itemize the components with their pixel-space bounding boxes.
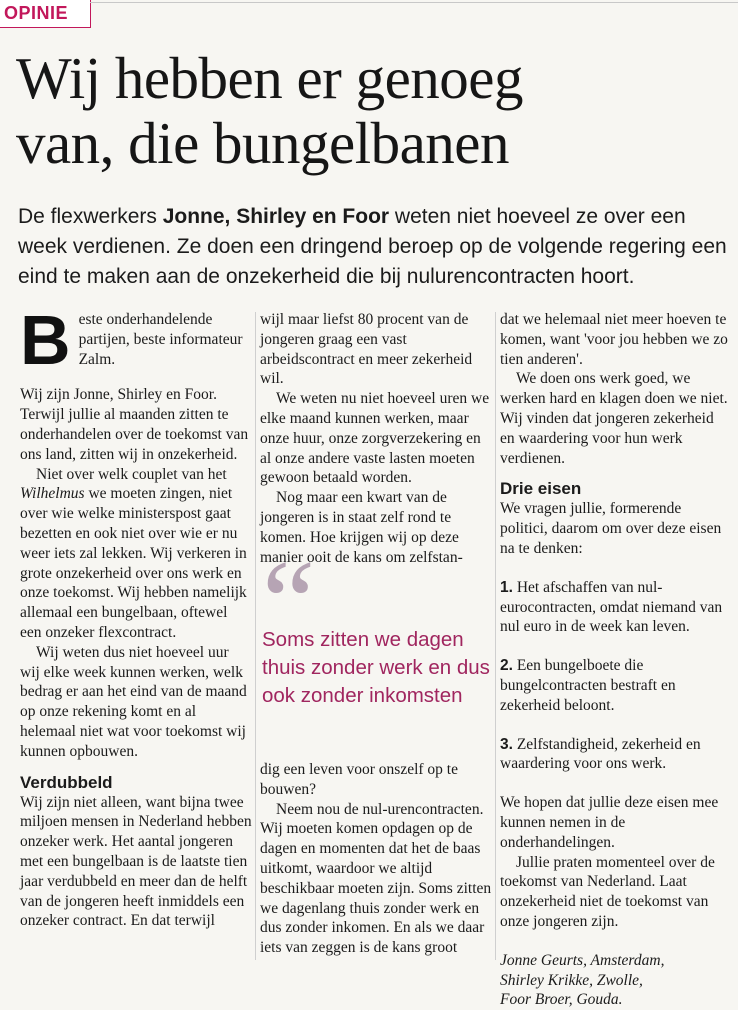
body-paragraph: Wij zijn Jonne, Shirley en Foor. Terwijl jullie al maanden zitten te onderhandelen over de toekomst van ons land, zitten wij in onzekerheid. [20,386,249,463]
column-rule-1 [255,312,256,960]
demand-item [500,578,730,637]
section-label: OPINIE [4,3,69,23]
spacer [500,637,730,656]
demand-text: Een bungelboete die bungelcontracten bestraft en zekerheid beloont. [500,657,676,714]
body-emphasis: Wilhelmus [20,485,85,503]
body-paragraph: dig een leven voor onszelf op te bouwen? [260,761,458,798]
demand-number: 2. [500,657,513,675]
demand-number: 1. [500,578,513,596]
demand-text: Het afschaffen van nul-eurocontracten, omdat niemand van nul euro in de week kan leven. [500,578,723,636]
body-text: we moeten zingen, niet over wie welke ministerspost gaat bezetten en ook niet over wie er nu weer iets zal lekken. Wij verkeren in grote onzekerheid over ons werk en onze toekomst. Wij hebben namelijk allemaal een bungelbaan, oftewel een onzeker flexcontract. [20,485,247,641]
signature-line: Jonne Geurts, Amsterdam, [500,951,665,969]
headline-line2: van, die bungelbanen [16,110,509,176]
demand-item [500,656,730,715]
drop-cap: B [20,301,71,379]
demand-item [500,735,730,775]
spacer [500,559,730,578]
body-paragraph: Jullie praten momenteel over de toekomst van Nederland. Laat onzekerheid niet de toekomst van onze jongeren zijn. [500,853,715,930]
headline-line1: Wij hebben er genoeg [16,45,523,111]
headline [16,46,726,176]
body-paragraph: We vragen jullie, formerende politici, daarom om over deze eisen na te denken: [500,500,722,557]
body-text: Niet over welk couplet van het [36,465,227,483]
column-3 [500,310,730,1010]
column-rule-2 [495,312,496,960]
body-paragraph [20,465,252,643]
column-2-continued [260,760,493,958]
spacer [500,774,730,793]
quote-mark-icon: “ [262,535,316,668]
signature-line: Foor Broer, Gouda. [500,991,623,1009]
lead-pre: De flexwerkers [18,205,163,228]
subheading-verdubbeld: Verdubbeld [20,772,113,792]
subheading-drie-eisen: Drie eisen [500,479,582,499]
top-divider [90,2,738,3]
body-paragraph: We weten nu niet hoeveel uren we elke maand kunnen werken, maar onze huur, onze zorgverzekering en al onze andere vaste lasten moeten gewoon betaald worden. [260,390,490,487]
body-paragraph: We hopen dat jullie deze eisen mee kunnen nemen in de onderhandelingen. [500,794,719,851]
lead-paragraph [18,202,728,292]
column-1 [20,301,252,931]
signature-line: Shirley Krikke, Zwolle, [500,971,643,989]
spacer [500,716,730,735]
section-tab [0,0,96,27]
body-paragraph: Neem nou de nul-urencontracten. Wij moeten komen opdagen op de dagen en momenten dat het de baas uitkomt, waardoor we altijd beschikbaar moeten zijn. Soms zitten we dagenlang thuis zonder werk en dus zonder inkomen. En als we daar iets van zeggen is de kans groot [260,800,492,957]
lead-post: weten niet hoeveel ze over een week verdienen. Ze doen een dringend beroep op de volgende regering een eind te maken aan de onzekerheid die bij nulurencontracten hoort. [18,205,727,288]
body-paragraph: Wij weten dus niet hoeveel uur wij elke week kunnen werken, welk bedrag er aan het eind van de maand op onze rekening komt en al helemaal niet wat voor toekomst wij kunnen opbouwen. [20,643,247,760]
lead-names: Jonne, Shirley en Foor [162,205,390,228]
demand-number: 3. [500,735,513,753]
body-paragraph: dat we helemaal niet meer hoeven te komen, want 'voor jou hebben we zo tien anderen'. [500,311,728,368]
body-paragraph: Wij zijn niet alleen, want bijna twee miljoen mensen in Nederland hebben onzeker werk. Het aantal jongeren met een bungelbaan is de laatste tien jaar verdubbeld en meer dan de helft van de jongeren heeft inmiddels een onzeker contract. En dat terwijl [20,793,252,930]
body-paragraph: Nog maar een kwart van de jongeren is in staat zelf rond te komen. Hoe krijgen wij op deze manier ooit de kans om zelfstan- [260,489,463,566]
pull-quote [260,535,493,756]
demand-text: Zelfstandigheid, zekerheid en waardering voor ons werk. [500,735,701,773]
body-paragraph: We doen ons werk goed, we werken hard en klagen doen we niet. Wij vinden dat jongeren zekerheid en waardering voor hun werk verdienen. [500,370,728,467]
intro-paragraph [20,301,252,379]
intro-text: este onderhandelende partijen, beste informateur Zalm. [78,311,243,368]
pull-quote-text: Soms zitten we dagen thuis zonder werk en dus ook zonder inkomsten [262,628,490,707]
column-2 [260,310,493,567]
spacer [500,932,730,951]
body-paragraph: wijl maar liefst 80 procent van de jongeren graag een vast arbeidscontract en meer zekerheid wil. [260,311,473,388]
